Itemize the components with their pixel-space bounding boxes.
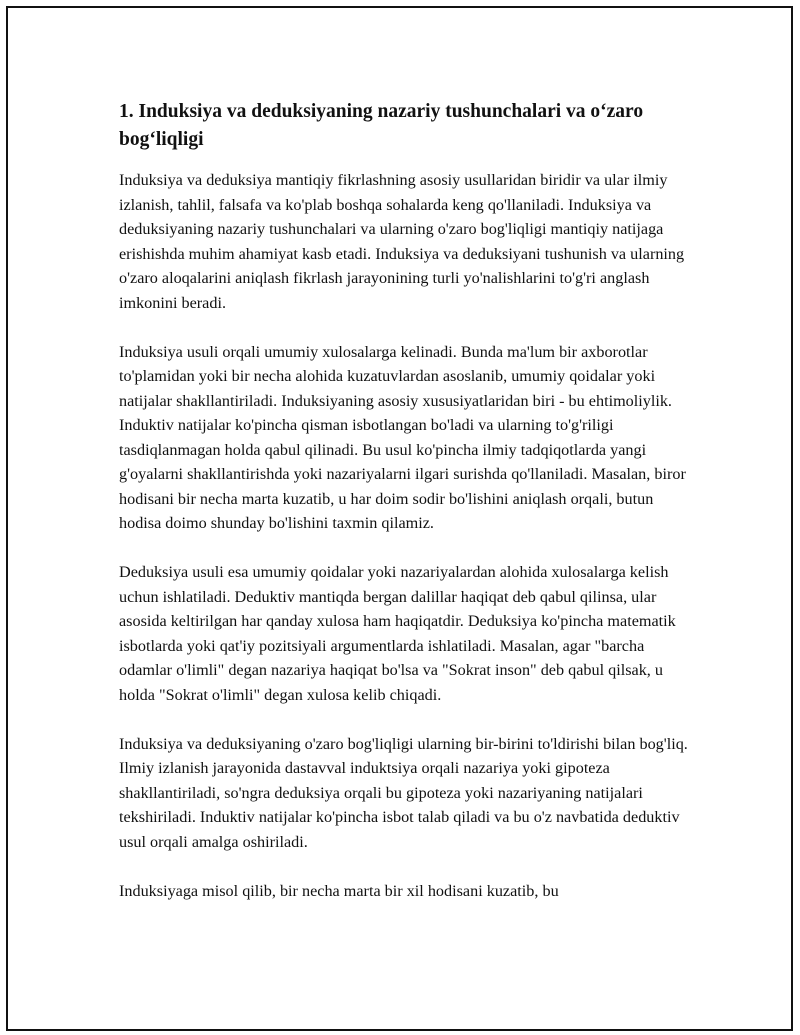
paragraph-relationship: Induksiya va deduksiyaning o'zaro bog'liqligi ularning bir-birini to'ldirishi bilan bog'liq. Ilmiy izlanish jarayonida dastavval induktsiya orqali nazariya yoki gipoteza shakllantiriladi, so'ngra deduksiya orqali bu gipoteza yoki nazariyaning natijalari tekshiriladi. Induktiv natijalar ko'pincha isbot talab qiladi va bu o'z navbatida deduktiv usul orqali amalga oshiriladi.	[119, 734, 688, 851]
document-page	[6, 6, 793, 1031]
section-heading: 1. Induksiya va deduksiyaning nazariy tushunchalari va o‘zaro bog‘liqligi	[119, 101, 644, 150]
paragraph-induction: Induksiya usuli orqali umumiy xulosalarga kelinadi. Bunda ma'lum bir axborotlar to'plamidan yoki bir necha alohida kuzatuvlardan asoslanib, umumiy qoidalar yoki natijalar shakllantiriladi. Induksiyaning asosiy xususiyatlaridan biri - bu ehtimoliylik. Induktiv natijalar ko'pincha qisman isbotlangan bo'ladi va ularning to'g'riligi tasdiqlanmagan holda qabul qilinadi. Bu usul ko'pincha ilmiy tadqiqotlarda yangi g'oyalarni shakllantirishda yoki nazariyalarni ilgari surishda qo'llaniladi. Masalan, biror hodisani bir necha marta kuzatib, u har doim sodir bo'lishini aniqlash orqali, butun hodisa doimo shunday bo'lishini taxmin qilamiz.	[119, 342, 686, 532]
paragraph-intro: Induksiya va deduksiya mantiqiy fikrlashning asosiy usullaridan biridir va ular ilmiy izlanish, tahlil, falsafa va ko'plab boshqa sohalarda keng qo'llaniladi. Induksiya va deduksiyaning nazariy tushunchalari va ularning o'zaro bog'liqligi mantiqiy natijaga erishishda muhim ahamiyat kasb etadi. Induksiya va deduksiyani tushunish va ularning o'zaro aloqalarini aniqlash fikrlash jarayonining turli yo'nalishlarini to'g'ri anglash imkonini beradi.	[119, 171, 685, 312]
paragraph-deduction: Deduksiya usuli esa umumiy qoidalar yoki nazariyalardan alohida xulosalarga kelish uchun ishlatiladi. Deduktiv mantiqda bergan dalillar haqiqat deb qabul qilinsa, ular asosida keltirilgan har qanday xulosa ham haqiqatdir. Deduksiya ko'pincha matematik isbotlarda yoki qat'iy pozitsiyali argumentlarda ishlatiladi. Masalan, agar "barcha odamlar o'limli" degan nazariya haqiqat bo'lsa va "Sokrat inson" deb qabul qilsak, u holda "Sokrat o'limli" degan xulosa kelib chiqadi.	[119, 563, 676, 704]
paragraph-example: Induksiyaga misol qilib, bir necha marta bir xil hodisani kuzatib, bu	[119, 881, 559, 900]
document-body	[119, 98, 699, 928]
